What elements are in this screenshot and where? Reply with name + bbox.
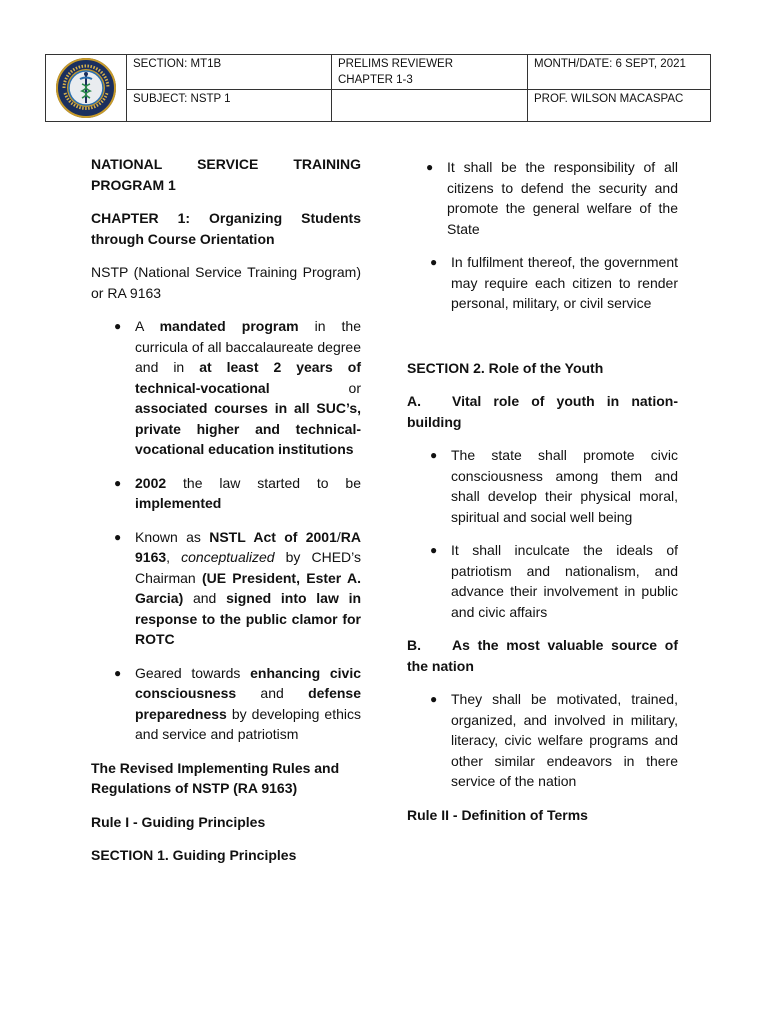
bullet-icon: ● bbox=[430, 543, 438, 557]
bullet-icon: ● bbox=[430, 692, 438, 706]
caduceus-seal-icon bbox=[55, 57, 117, 119]
bullet-icon: ● bbox=[426, 160, 434, 174]
section-cell bbox=[127, 55, 331, 73]
subject-cell bbox=[127, 90, 527, 108]
reviewer-title: PRELIMS REVIEWER bbox=[338, 58, 454, 70]
section-2-heading: SECTION 2. Role of the Youth bbox=[407, 359, 604, 376]
date-text: MONTH/DATE: 6 SEPT, 2021 bbox=[534, 58, 686, 70]
intro-paragraph: NSTP (National Service Training Program) or RA 9163 bbox=[91, 264, 361, 301]
professor-cell bbox=[528, 90, 712, 108]
bullet-icon: ● bbox=[114, 319, 122, 333]
bullet-icon: ● bbox=[114, 475, 122, 490]
date-cell bbox=[528, 55, 712, 73]
bullet-icon: ● bbox=[430, 255, 438, 269]
list-item: ● Geared towards enhancing civic consciousness and defense preparedness by developing ethics and service and patriotism bbox=[114, 664, 361, 742]
document-title: NATIONAL SERVICE TRAINING PROGRAM 1 bbox=[91, 156, 361, 193]
list-item: ● It shall be the responsibility of all citizens to defend the security and promote the general welfare of the State bbox=[426, 159, 678, 237]
bullet-icon: ● bbox=[114, 665, 122, 680]
subheading-a: A. Vital role of youth in nation-building bbox=[407, 393, 678, 430]
list-item: ● They shall be motivated, trained, organized, and involved in military, literacy, civic welfare programs and other similar endeavors in there service of the nation bbox=[430, 691, 678, 789]
subject-text: SUBJECT: NSTP 1 bbox=[133, 93, 231, 105]
list-item: ● 2002 the law started to be implemented bbox=[114, 474, 361, 511]
chapter-range: CHAPTER 1-3 bbox=[338, 74, 413, 86]
chapter-heading: CHAPTER 1: Organizing Students through Course Orientation bbox=[91, 210, 361, 247]
bullet-icon: ● bbox=[114, 529, 122, 544]
professor-text: PROF. WILSON MACASPAC bbox=[534, 93, 684, 105]
list-item: ● Known as NSTL Act of 2001/RA 9163, conceptualized by CHED’s Chairman (UE President, Ester A. Garcia) and signed into law in response to the public clamor for ROTC bbox=[114, 528, 362, 647]
list-item: ● In fulfilment thereof, the government may require each citizen to render personal, military, or civil service bbox=[430, 254, 678, 311]
rule-2-heading: Rule II - Definition of Terms bbox=[407, 806, 588, 823]
irr-heading: The Revised Implementing Rules and Regulations of NSTP (RA 9163) bbox=[91, 759, 340, 796]
list-item: ● A mandated program in the curricula of all baccalaureate degree and in at least 2 years of technical-vocational or associated courses in all SUC’s, private higher and technical-vocational education institutions bbox=[114, 318, 361, 457]
rule-1-heading: Rule I - Guiding Principles bbox=[91, 813, 266, 830]
college-seal-logo bbox=[46, 55, 126, 121]
right-column bbox=[407, 157, 678, 825]
left-column bbox=[91, 154, 361, 866]
section-1-heading: SECTION 1. Guiding Principles bbox=[91, 847, 297, 863]
section-text: SECTION: MT1B bbox=[133, 58, 222, 70]
header-table bbox=[45, 54, 711, 122]
reviewer-cell bbox=[332, 55, 527, 89]
bullet-icon: ● bbox=[430, 448, 438, 462]
subheading-b: B. As the most valuable source of the nation bbox=[407, 637, 678, 674]
list-item: ● The state shall promote civic consciousness among them and shall develop their physical moral, spiritual and social well being bbox=[430, 447, 678, 525]
list-item: ● It shall inculcate the ideals of patriotism and nationalism, and advance their involvement in public and civic affairs bbox=[430, 542, 678, 620]
